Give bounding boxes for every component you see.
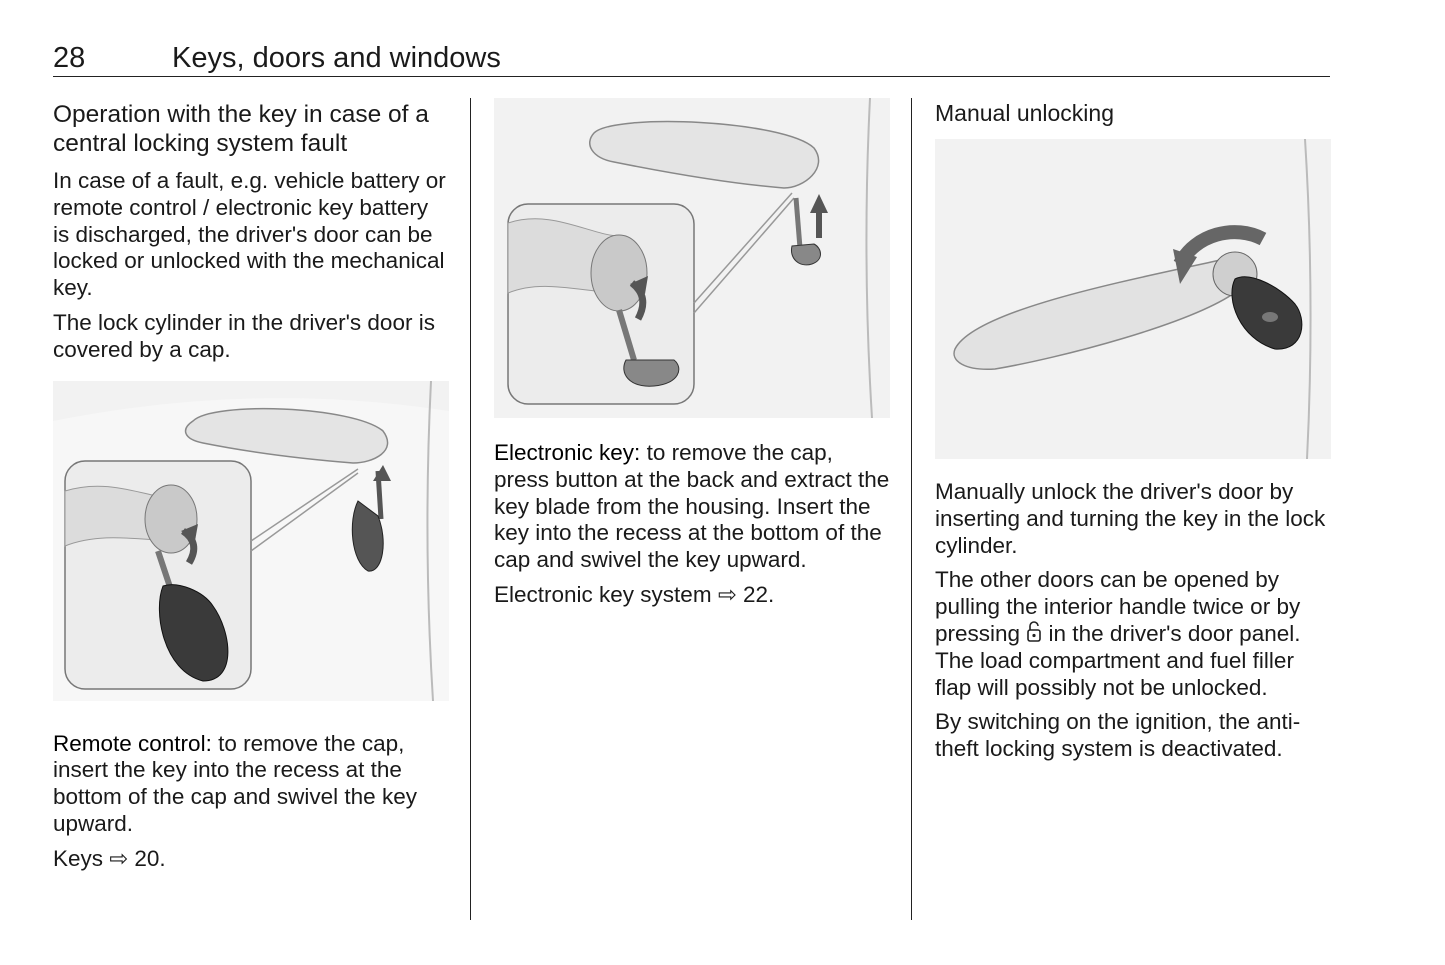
page-header — [53, 40, 1330, 77]
page-number: 28 — [53, 42, 86, 74]
reference-page: 20. — [128, 845, 166, 871]
column-3 — [935, 98, 1331, 771]
reference-link[interactable]: Keys — [53, 845, 104, 871]
caption-text: to remove the cap, press button at the back and extract the key blade from the housing. Insert the key into the recess at the bottom of the cap and swivel the key upward. — [494, 440, 890, 573]
paragraph — [935, 567, 1331, 701]
paragraph: By switching on the ignition, the anti-theft locking system is deactivated. — [935, 709, 1301, 762]
column-divider — [470, 98, 471, 920]
paragraph-text: The other doors can be opened by pulling the interior handle twice or by pressing — [935, 567, 1301, 646]
paragraph-text: in the driver's door panel. The load compartment and fuel filler flap will possibly not be unlocked. — [935, 620, 1301, 700]
unlock-icon — [1026, 621, 1042, 643]
column-divider — [911, 98, 912, 920]
remote-control-key-illustration — [53, 381, 449, 701]
arrow-icon: ⇨ — [717, 581, 737, 607]
subsection-heading: Operation with the key in case of a central locking system fault — [53, 101, 429, 157]
figure-caption — [53, 731, 449, 838]
electronic-key-illustration — [494, 98, 890, 418]
cross-reference — [494, 582, 890, 609]
caption-text: to remove the cap, insert the key into the recess at the bottom of the cap and swivel the key upward. — [53, 730, 417, 836]
paragraph: The lock cylinder in the driver's door is covered by a cap. — [53, 309, 435, 362]
caption-lead: Remote control: — [53, 730, 212, 756]
subsection-heading: Manual unlocking — [935, 100, 1115, 126]
arrow-icon: ⇨ — [109, 845, 129, 871]
column-1 — [53, 98, 449, 881]
column-2 — [494, 98, 890, 617]
paragraph: In case of a fault, e.g. vehicle battery or remote control / electronic key battery is discharged, the driver's door can be locked or unlocked with the mechanical key. — [53, 168, 446, 301]
reference-link[interactable]: Electronic key system — [494, 581, 712, 607]
paragraph: Manually unlock the driver's door by inserting and turning the key in the lock cylinder. — [935, 479, 1326, 558]
caption-lead: Electronic key: — [494, 440, 641, 465]
cross-reference — [53, 846, 449, 873]
figure-caption — [494, 440, 890, 574]
section-title: Keys, doors and windows — [172, 42, 501, 74]
reference-page: 22. — [736, 581, 775, 607]
manual-unlocking-illustration — [935, 139, 1331, 459]
